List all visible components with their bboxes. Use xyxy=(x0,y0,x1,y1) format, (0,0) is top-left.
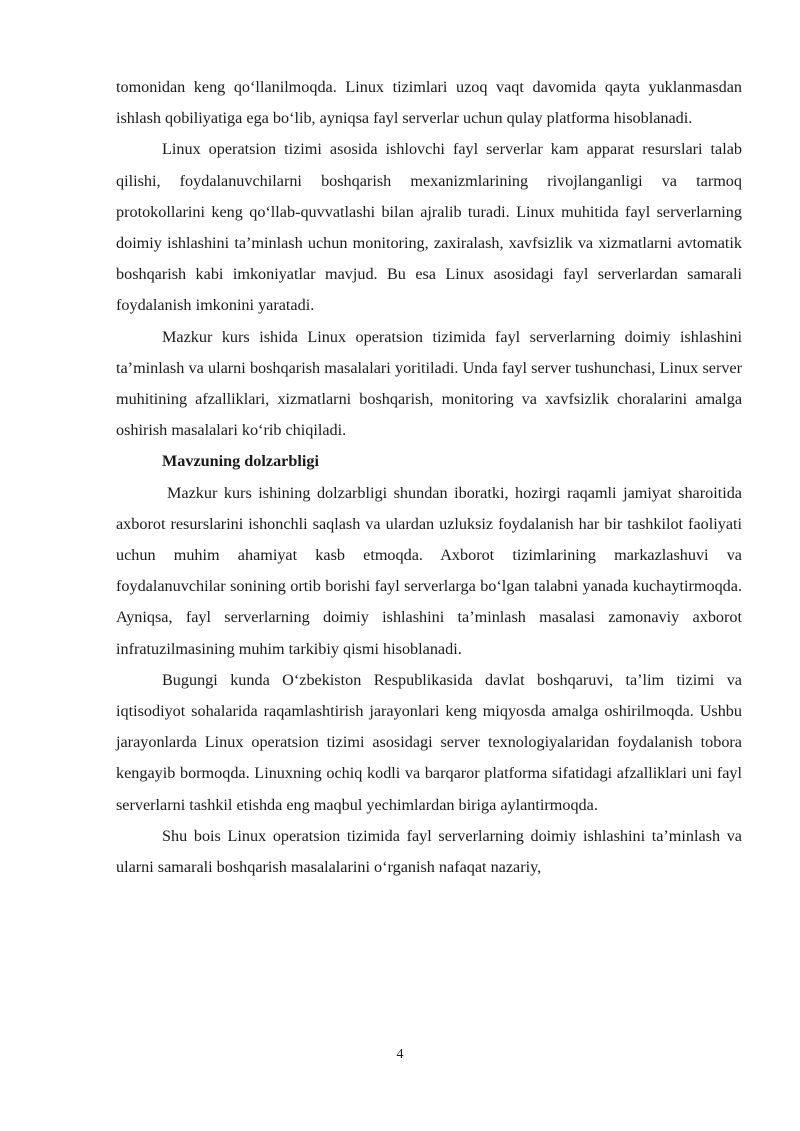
body-paragraph: Mazkur kurs ishida Linux operatsion tizimida fayl serverlarning doimiy ishlashini ta’minlash va ularni boshqarish masalalari yoritiladi. Unda fayl server tushunchasi, Linux server muhitining afzalliklari, xizmatlarni boshqarish, monitoring va xavfsizlik choralarini amalga oshirish masalalari ko‘rib chiqiladi. xyxy=(116,327,742,440)
body-paragraph: Linux operatsion tizimi asosida ishlovchi fayl serverlar kam apparat resurslari talab qilishi, foydalanuvchilarni boshqarish mexanizmlarining rivojlanganligi va tarmoq protokollarini keng qo‘llab-quvvatlashi bilan ajralib turadi. Linux muhitida fayl serverlarning doimiy ishlashini ta’minlash uchun monitoring, zaxiralash, xavfsizlik va xizmatlarni avtomatik boshqarish kabi imkoniyatlar mavjud. Bu esa Linux asosidagi fayl serverlardan samarali foydalanish imkonini yaratadi. xyxy=(116,140,742,315)
body-paragraph: Bugungi kunda O‘zbekiston Respublikasida davlat boshqaruvi, ta’lim tizimi va iqtisodiyot sohalarida raqamlashtirish jarayonlari keng miqyosda amalga oshirilmoqda. Ushbu jarayonlarda Linux operatsion tizimi asosidagi server texnologiyalaridan foydalanish tobora kengayib bormoqda. Linuxning ochiq kodli va barqaror platforma sifatidagi afzalliklari uni fayl serverlarni tashkil etishda eng maqbul yechimlardan biriga aylantirmoqda. xyxy=(116,670,742,814)
document-page xyxy=(116,72,742,883)
body-paragraph: tomonidan keng qo‘llanilmoqda. Linux tizimlari uzoq vaqt davomida qayta yuklanmasdan ishlash qobiliyatiga ega bo‘lib, ayniqsa fayl serverlar uchun qulay platforma hisoblanadi. xyxy=(116,78,742,128)
body-paragraph: Mazkur kurs ishining dolzarbligi shundan iboratki, hozirgi raqamli jamiyat sharoitida axborot resurslarini ishonchli saqlash va ulardan uzluksiz foydalanish har bir tashkilot faoliyati uchun muhim ahamiyat kasb etmoqda. Axborot tizimlarining markazlashuvi va foydalanuvchilar sonining ortib borishi fayl serverlarga bo‘lgan talabni yanada kuchaytirmoqda. Ayniqsa, fayl serverlarning doimiy ishlashini ta’minlash masalasi zamonaviy axborot infratuzilmasining muhim tarkibiy qismi hisoblanadi. xyxy=(116,483,742,658)
body-paragraph: Shu bois Linux operatsion tizimida fayl serverlarning doimiy ishlashini ta’minlash va ularni samarali boshqarish masalalarini o‘rganish nafaqat nazariy, xyxy=(116,826,742,877)
page-number: 4 xyxy=(396,1047,404,1062)
section-heading: Mavzuning dolzarbligi xyxy=(162,452,319,471)
